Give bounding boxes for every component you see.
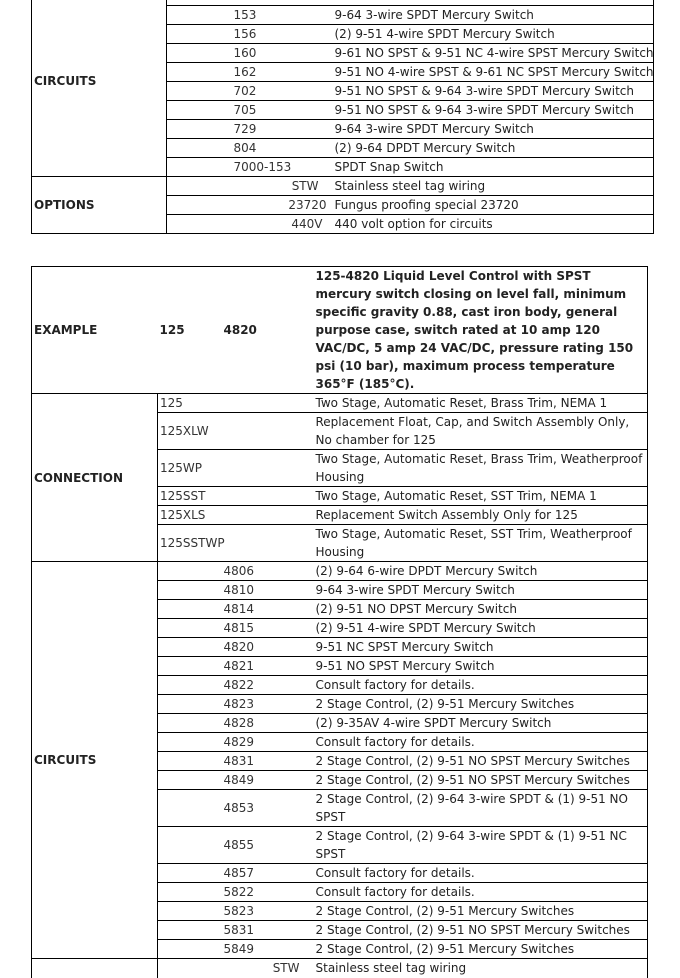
circuit-code: 4857 bbox=[222, 864, 314, 883]
option-code: STW bbox=[232, 176, 333, 195]
circuit-desc: (2) 9-64 6-wire DPDT Mercury Switch bbox=[314, 562, 648, 581]
connection-desc: Replacement Switch Assembly Only for 125 bbox=[314, 506, 648, 525]
circuit-desc: 9-61 NO SPST & 9-51 NC 4-wire SPST Mercury Switch bbox=[333, 43, 654, 62]
circuit-code: 153 bbox=[232, 5, 333, 24]
circuit-code: 4823 bbox=[222, 695, 314, 714]
circuit-code: 4831 bbox=[222, 752, 314, 771]
circuit-code: 5831 bbox=[222, 921, 314, 940]
connection-code: 125XLW bbox=[158, 413, 314, 450]
circuit-code: 5822 bbox=[222, 883, 314, 902]
circuit-desc: 2 Stage Control, (2) 9-51 Mercury Switches bbox=[314, 695, 648, 714]
example-label: EXAMPLE bbox=[32, 267, 158, 394]
table-row bbox=[32, 176, 654, 195]
option-desc: Fungus proofing special 23720 bbox=[333, 195, 654, 214]
circuit-desc: Consult factory for details. bbox=[314, 864, 648, 883]
connection-code: 125 bbox=[158, 394, 314, 413]
circuit-desc: (2) 9-51 4-wire SPDT Mercury Switch bbox=[333, 24, 654, 43]
circuit-desc: 2 Stage Control, (2) 9-51 NO SPST Mercury Switches bbox=[314, 752, 648, 771]
circuit-code: 4849 bbox=[222, 771, 314, 790]
circuit-desc: 9-64 3-wire SPDT Mercury Switch bbox=[333, 5, 654, 24]
circuit-desc: 9-51 NO SPST Mercury Switch bbox=[314, 657, 648, 676]
circuit-desc: 9-51 NO SPST & 9-64 3-wire SPDT Mercury Switch bbox=[333, 81, 654, 100]
circuits-category-label: CIRCUITS bbox=[32, 562, 158, 959]
circuit-code: 705 bbox=[232, 100, 333, 119]
circuit-desc: 9-51 NO 4-wire SPST & 9-61 NC SPST Mercury Switch bbox=[333, 62, 654, 81]
connection-desc: Two Stage, Automatic Reset, Brass Trim, NEMA 1 bbox=[314, 394, 648, 413]
circuit-code: 4810 bbox=[222, 581, 314, 600]
options-category-label: OPTIONS bbox=[32, 176, 167, 233]
circuit-desc: 9-64 3-wire SPDT Mercury Switch bbox=[333, 119, 654, 138]
circuit-desc: Consult factory for details. bbox=[314, 676, 648, 695]
circuit-desc: 9-51 NC SPST Mercury Switch bbox=[314, 638, 648, 657]
circuit-code: 4806 bbox=[222, 562, 314, 581]
connection-desc: Two Stage, Automatic Reset, SST Trim, NEMA 1 bbox=[314, 487, 648, 506]
connection-desc: Two Stage, Automatic Reset, Brass Trim, Weatherproof Housing bbox=[314, 450, 648, 487]
connection-desc: Replacement Float, Cap, and Switch Assembly Only, No chamber for 125 bbox=[314, 413, 648, 450]
circuits-options-table-1 bbox=[31, 0, 654, 234]
option-desc: Stainless steel tag wiring bbox=[333, 176, 654, 195]
circuit-desc: (2) 9-51 4-wire SPDT Mercury Switch bbox=[314, 619, 648, 638]
circuit-desc: 2 Stage Control, (2) 9-51 Mercury Switches bbox=[314, 902, 648, 921]
example-circuit: 4820 bbox=[222, 267, 314, 394]
circuit-code: 7000-153 bbox=[232, 157, 333, 176]
table-row bbox=[32, 959, 648, 978]
circuit-desc: (2) 9-51 NO DPST Mercury Switch bbox=[314, 600, 648, 619]
circuit-desc: 2 Stage Control, (2) 9-64 3-wire SPDT & (1) 9-51 NC SPST bbox=[314, 827, 648, 864]
circuit-code: 156 bbox=[232, 24, 333, 43]
connection-code: 125WP bbox=[158, 450, 314, 487]
connection-code: 125XLS bbox=[158, 506, 314, 525]
circuit-code: 4853 bbox=[222, 790, 314, 827]
circuit-desc: Consult factory for details. bbox=[314, 733, 648, 752]
connection-category-label: CONNECTION bbox=[32, 394, 158, 562]
example-description: 125-4820 Liquid Level Control with SPST mercury switch closing on level fall, minimum specific gravity 0.88, cast iron body, general purpose case, switch rated at 10 amp 120 VAC/DC, 5 amp 24 VAC/DC, pressure rating 150 psi (10 bar), maximum process temperature 365°F (185°C). bbox=[314, 267, 648, 394]
circuit-desc: SPDT Snap Switch bbox=[333, 157, 654, 176]
circuit-code: 5849 bbox=[222, 940, 314, 959]
circuits-category-label: CIRCUITS bbox=[32, 0, 167, 176]
option-desc: 440 volt option for circuits bbox=[333, 214, 654, 233]
circuit-code: 4814 bbox=[222, 600, 314, 619]
circuit-desc: 2 Stage Control, (2) 9-64 3-wire SPDT & (1) 9-51 NO SPST bbox=[314, 790, 648, 827]
circuit-desc: Consult factory for details. bbox=[314, 883, 648, 902]
circuit-code: 162 bbox=[232, 62, 333, 81]
circuit-code: 4855 bbox=[222, 827, 314, 864]
circuit-code: 729 bbox=[232, 119, 333, 138]
circuit-desc: 2 Stage Control, (2) 9-51 Mercury Switches bbox=[314, 940, 648, 959]
option-code: 440V bbox=[232, 214, 333, 233]
circuit-code: 4820 bbox=[222, 638, 314, 657]
circuit-desc: 9-51 NO SPST & 9-64 3-wire SPDT Mercury Switch bbox=[333, 100, 654, 119]
option-code: STW bbox=[272, 961, 300, 976]
circuit-code: 5823 bbox=[222, 902, 314, 921]
circuit-desc: 9-64 3-wire SPDT Mercury Switch bbox=[314, 581, 648, 600]
table-row bbox=[32, 562, 648, 581]
circuit-code: 702 bbox=[232, 81, 333, 100]
circuit-code: 4821 bbox=[222, 657, 314, 676]
connection-desc: Two Stage, Automatic Reset, SST Trim, Weatherproof Housing bbox=[314, 525, 648, 562]
circuit-desc: (2) 9-64 DPDT Mercury Switch bbox=[333, 138, 654, 157]
table-row bbox=[32, 394, 648, 413]
circuit-code: 804 bbox=[232, 138, 333, 157]
example-row bbox=[32, 267, 648, 394]
circuit-code: 4822 bbox=[222, 676, 314, 695]
example-model: 125 bbox=[158, 267, 222, 394]
circuit-code: 4829 bbox=[222, 733, 314, 752]
option-code: 23720 bbox=[232, 195, 333, 214]
circuit-desc: (2) 9-35AV 4-wire SPDT Mercury Switch bbox=[314, 714, 648, 733]
option-desc: Stainless steel tag wiring bbox=[314, 959, 648, 978]
circuit-desc: 2 Stage Control, (2) 9-51 NO SPST Mercury Switches bbox=[314, 921, 648, 940]
circuit-code: 4815 bbox=[222, 619, 314, 638]
circuit-desc: 2 Stage Control, (2) 9-51 NO SPST Mercury Switches bbox=[314, 771, 648, 790]
circuit-code: 160 bbox=[232, 43, 333, 62]
ordering-table-2 bbox=[31, 266, 648, 978]
circuit-code: 4828 bbox=[222, 714, 314, 733]
connection-code: 125SST bbox=[158, 487, 314, 506]
connection-code: 125SSTWP bbox=[158, 525, 314, 562]
